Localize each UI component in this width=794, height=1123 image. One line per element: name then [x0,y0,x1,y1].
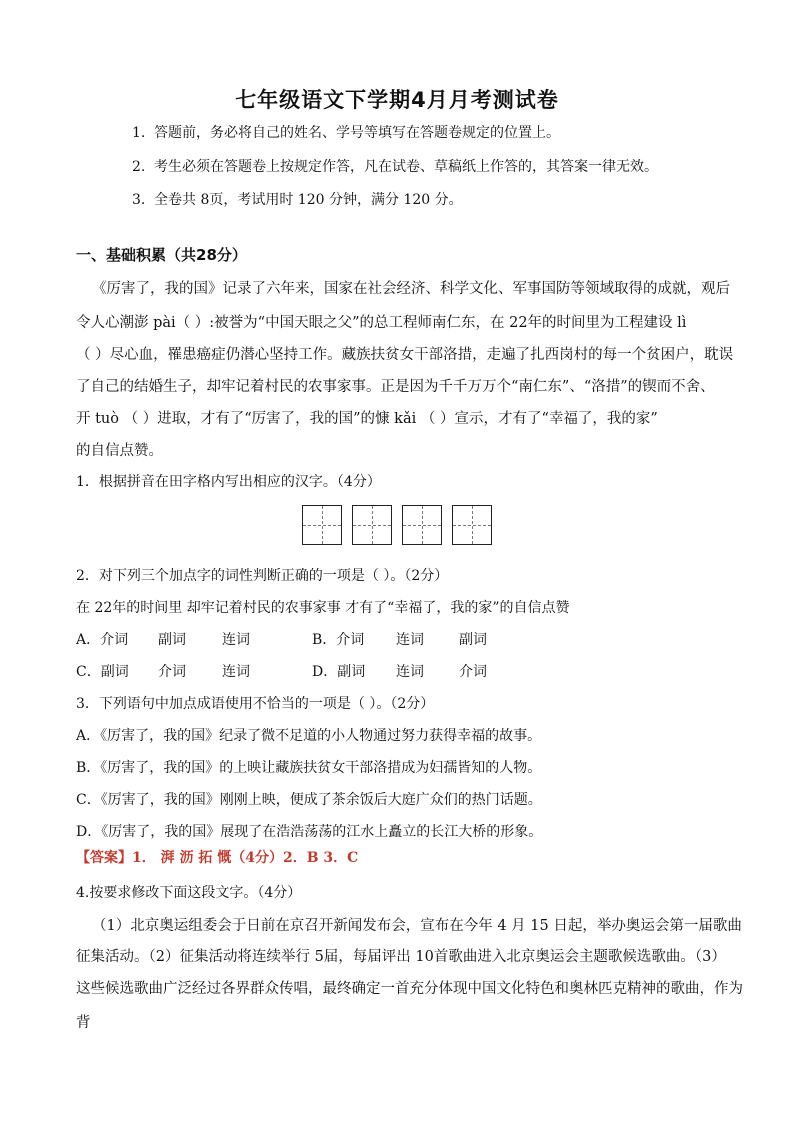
option-label: A．介词 [76,632,129,648]
question-4: 4.按要求修改下面这段文字。（4分） [76,885,302,901]
q3-option-b: B．《厉害了，我的国》的上映让藏族扶贫女干部洛措成为妇孺皆知的人物。 [76,760,542,776]
note-number: 3. [132,192,146,208]
tianzige-box-4[interactable] [452,505,492,545]
note-number: 1. [132,125,146,141]
q2-option-d-word: 介词 [459,664,487,680]
q2-option-c: C．副词 [76,664,129,680]
tianzige-box-1[interactable] [302,505,342,545]
q4-passage-line: 背 [76,1015,91,1031]
exam-note-2 [132,156,658,176]
exam-note-1 [132,122,560,142]
note-text: 答题前，务必将自己的姓名、学号等填写在答题卷规定的位置上。 [154,125,560,141]
question-2: 2．对下列三个加点字的词性判断正确的一项是（ ）。（2分） [76,568,449,584]
q2-option-d: D．副词 [312,664,366,680]
section-heading: 一、基础积累（共28分） [76,246,247,264]
passage-line: 开 tuò （ ）进取，才有了“厉害了，我的国”的慷 kǎi （ ）宣示，才有了“幸福了，我的家” [76,411,658,427]
q3-option-a: A．《厉害了，我的国》纪录了微不足道的小人物通过努力获得幸福的故事。 [76,728,542,744]
passage-line: 《厉害了，我的国》记录了六年来，国家在社会经济、科学文化、军事国防等领域取得的成就，观后 [92,281,730,297]
exam-note-3 [132,189,463,209]
answer-line [76,847,358,867]
q2-option-b-word: 连词 [396,632,424,648]
note-text: 考生必须在答题卷上按规定作答，凡在试卷、草稿纸上作答的，其答案一律无效。 [154,159,658,175]
q2-option-b: B．介词 [312,632,365,648]
q3-option-d: D．《厉害了，我的国》展现了在浩浩荡荡的江水上矗立的长江大桥的形象。 [76,824,543,840]
q2-option-c-word: 连词 [222,664,250,680]
q2-option-a-word: 连词 [222,632,250,648]
q2-option-a-word: 副词 [158,632,186,648]
passage-line: 的自信点赞。 [76,443,163,459]
q4-passage-line: 这些候选歌曲广泛经过各界群众传唱，最终确定一首充分体现中国文化特色和奥林匹克精神的歌曲，作为 [76,981,743,997]
question-1: 1．根据拼音在田字格内写出相应的汉字。（4分） [76,474,381,490]
q4-passage-line: 征集活动。（2）征集活动将连续举行 5届，每届评出 10首歌曲进入北京奥运会主题歌候选歌曲。（3） [76,949,726,965]
tianzige-box-3[interactable] [402,505,442,545]
q2-option-d-word: 连词 [396,664,424,680]
q4-passage-line: （1）北京奥运组委会于日前在京召开新闻发布会，宣布在今年 4 月 15 日起，举办奥运会第一届歌曲 [92,918,742,934]
q2-option-b-word: 副词 [459,632,487,648]
question-2-context: 在 22年的时间里 却牢记着村民的农事家事 才有了“幸福了，我的家”的自信点赞 [76,600,570,616]
q2-option-c-word: 介词 [158,664,186,680]
page-title: 七年级语文下学期4月月考测试卷 [235,88,559,112]
passage-line: 了自己的结婚生子，却牢记着村民的农事家事。正是因为千千万万个“南仁东”、“洛措”的锲而不舍、 [76,379,715,395]
tianzige-box-2[interactable] [352,505,392,545]
q2-option-a [76,629,128,649]
passage-line: 令人心潮澎 pài（ ）:被誉为“中国天眼之父”的总工程师南仁东，在 22年的时间里为工程建设 lì [76,315,687,331]
answer-tag: 【答案】 [76,850,132,866]
answer-text: 1． 湃 沥 拓 慨（4分）2．B 3．C [132,850,359,866]
passage-line: （ ）尽心血，罹患癌症仍潜心坚持工作。藏族扶贫女干部洛措，走遍了扎西岗村的每一个贫困户，耽误 [76,347,734,363]
note-text: 全卷共 8页，考试用时 120 分钟，满分 120 分。 [154,192,463,208]
note-number: 2. [132,159,146,175]
q3-option-c: C．《厉害了，我的国》刚刚上映，便成了茶余饭后大庭广众们的热门话题。 [76,792,542,808]
question-3: 3．下列语句中加点成语使用不恰当的一项是（ ）。（2分） [76,696,435,712]
